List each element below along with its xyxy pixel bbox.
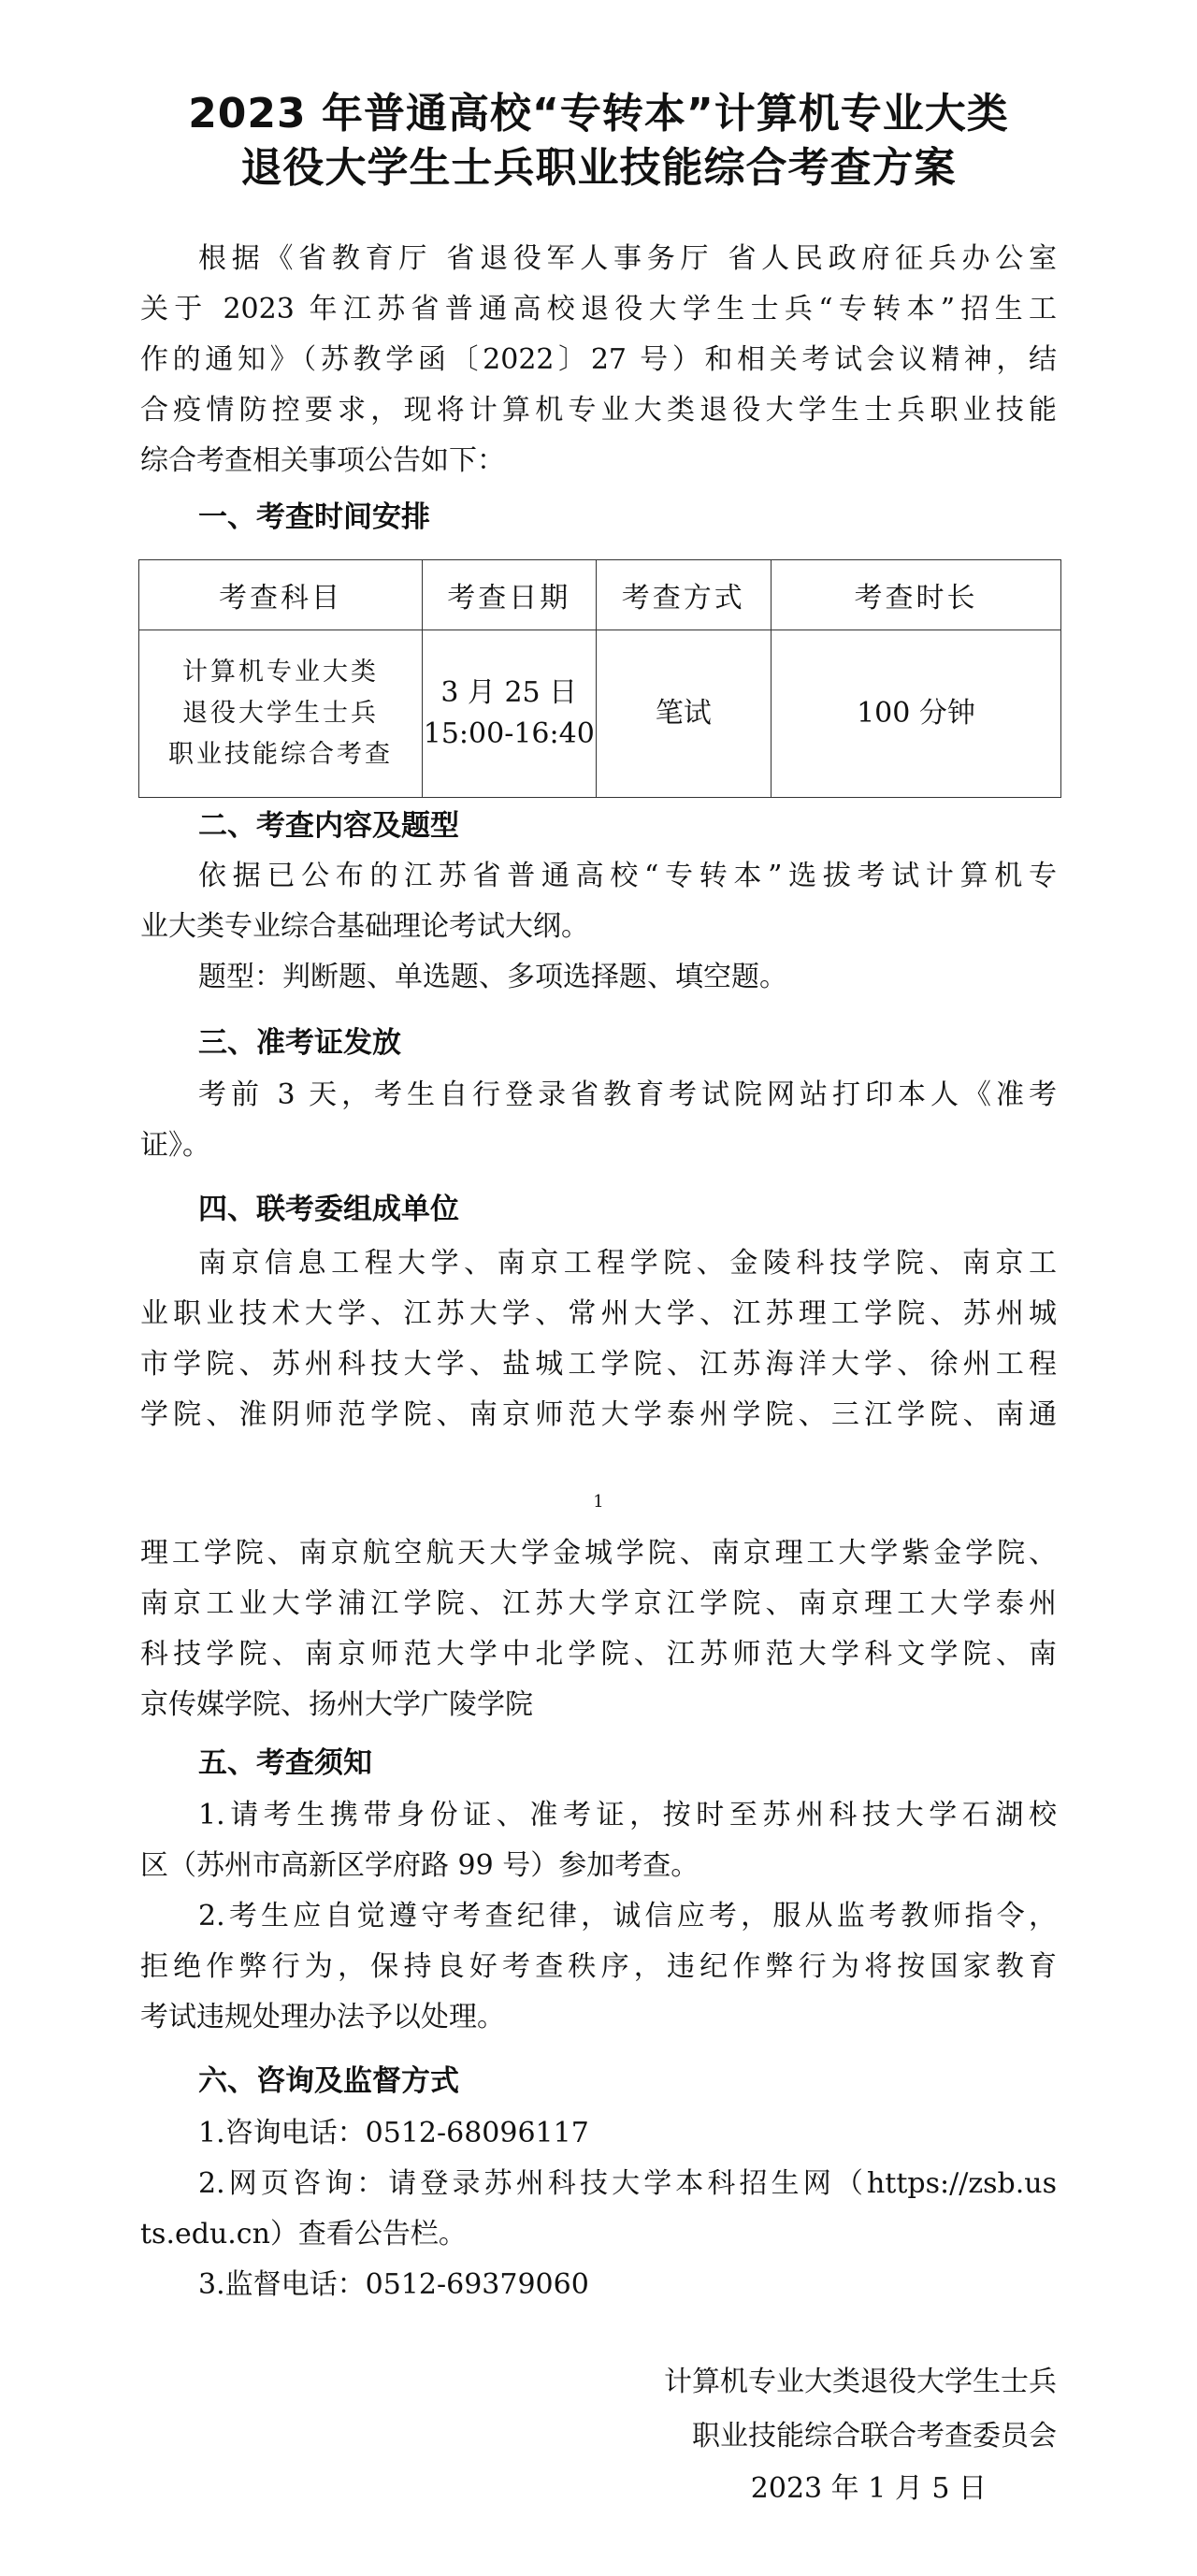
section-heading-schedule: 一、考查时间安排 [198, 500, 430, 534]
date-cell [422, 630, 596, 798]
document-title-line-2: 退役大学生士兵职业技能综合考查方案 [240, 144, 957, 192]
schedule-table [138, 559, 1061, 798]
notice-line: 2.考生应自觉遵守考查纪律，诚信应考，服从监考教师指令， [198, 1900, 1057, 1932]
section-heading-members: 四、联考委组成单位 [198, 1193, 459, 1226]
table-header-row [139, 560, 1061, 630]
table-header-duration: 考查时长 [771, 560, 1060, 630]
intro-line: 作的通知》（苏教学函〔2022〕27 号）和相关考试会议精神，结 [140, 343, 1057, 376]
intro-line: 综合考查相关事项公告如下： [140, 444, 505, 477]
table-header-subject: 考查科目 [139, 560, 423, 630]
contact-paragraph [140, 2108, 1057, 2310]
section-heading-notice: 五、考查须知 [198, 1746, 372, 1780]
duration-cell: 100 分钟 [771, 630, 1060, 798]
content-line: 业大类专业综合基础理论考试大纲。 [140, 910, 589, 943]
subject-line: 计算机专业大类 [181, 658, 379, 687]
notice-line: 考试违规处理办法予以处理。 [140, 2001, 505, 2033]
members-line: 业职业技术大学、江苏大学、常州大学、江苏理工学院、苏州城 [140, 1297, 1057, 1330]
notice-paragraph [140, 1790, 1057, 2043]
section-heading-admission: 三、准考证发放 [198, 1026, 401, 1060]
members-line: 南京信息工程大学、南京工程学院、金陵科技学院、南京工 [198, 1247, 1057, 1280]
table-header-date: 考查日期 [422, 560, 596, 630]
admission-paragraph [140, 1070, 1057, 1171]
notice-line: 区（苏州市高新区学府路 99 号）参加考查。 [140, 1849, 699, 1882]
members-line: 市学院、苏州科技大学、盐城工学院、江苏海洋大学、徐州工程 [140, 1348, 1057, 1381]
signature-org-line-1: 计算机专业大类退役大学生士兵 [664, 2366, 1057, 2398]
signature-date: 2023 年 1 月 5 日 [750, 2472, 987, 2505]
content-line: 依据已公布的江苏省普通高校“专转本”选拔考试计算机专 [198, 860, 1057, 892]
web-consult-line: 2.网页咨询：请登录苏州科技大学本科招生网（https://zsb.us [198, 2167, 1057, 2200]
web-consult-line: ts.edu.cn）查看公告栏。 [140, 2218, 467, 2250]
page-number: 1 [593, 1492, 604, 1512]
consult-phone: 1.咨询电话：0512-68096117 [198, 2117, 589, 2149]
members-line: 京传媒学院、扬州大学广陵学院 [140, 1688, 533, 1721]
notice-line: 1.请考生携带身份证、准考证，按时至苏州科技大学石湖校 [198, 1799, 1057, 1831]
intro-line: 合疫情防控要求，现将计算机专业大类退役大学生士兵职业技能 [140, 394, 1057, 427]
supervise-phone: 3.监督电话：0512-69379060 [198, 2268, 589, 2301]
content-paragraph [140, 851, 1057, 1003]
subject-cell [139, 630, 423, 798]
members-line: 科技学院、南京师范大学中北学院、江苏师范大学科文学院、南 [140, 1638, 1057, 1671]
signature-org-line-2: 职业技能综合联合考查委员会 [692, 2420, 1057, 2453]
members-paragraph-part-1 [140, 1238, 1057, 1440]
members-line: 学院、淮阴师范学院、南京师范大学泰州学院、三江学院、南通 [140, 1398, 1057, 1431]
section-heading-content: 二、考查内容及题型 [198, 809, 459, 843]
section-heading-contact: 六、咨询及监督方式 [198, 2064, 459, 2098]
table-row [139, 630, 1061, 798]
table-header-method: 考查方式 [596, 560, 771, 630]
date-line: 3 月 25 日 [440, 676, 578, 709]
question-types: 题型：判断题、单选题、多项选择题、填空题。 [198, 961, 787, 993]
notice-line: 拒绝作弊行为，保持良好考查秩序，违纪作弊行为将按国家教育 [140, 1950, 1057, 1983]
intro-paragraph [140, 234, 1057, 486]
admission-line: 考前 3 天，考生自行登录省教育考试院网站打印本人《准考 [198, 1078, 1057, 1111]
time-line: 15:00-16:40 [423, 717, 595, 750]
intro-line: 根据《省教育厅 省退役军人事务厅 省人民政府征兵办公室 [198, 242, 1057, 275]
members-line: 南京工业大学浦江学院、江苏大学京江学院、南京理工大学泰州 [140, 1587, 1057, 1620]
subject-line: 职业技能综合考查 [167, 740, 393, 769]
members-paragraph-part-2 [140, 1528, 1057, 1730]
subject-line: 退役大学生士兵 [181, 699, 379, 728]
method-cell: 笔试 [596, 630, 771, 798]
document-title-line-1: 2023 年普通高校“专转本”计算机专业大类 [188, 90, 1009, 137]
intro-line: 关于 2023 年江苏省普通高校退役大学生士兵“专转本”招生工 [140, 293, 1057, 326]
admission-line: 证》。 [140, 1129, 210, 1162]
members-line: 理工学院、南京航空航天大学金城学院、南京理工大学紫金学院、 [140, 1537, 1057, 1570]
